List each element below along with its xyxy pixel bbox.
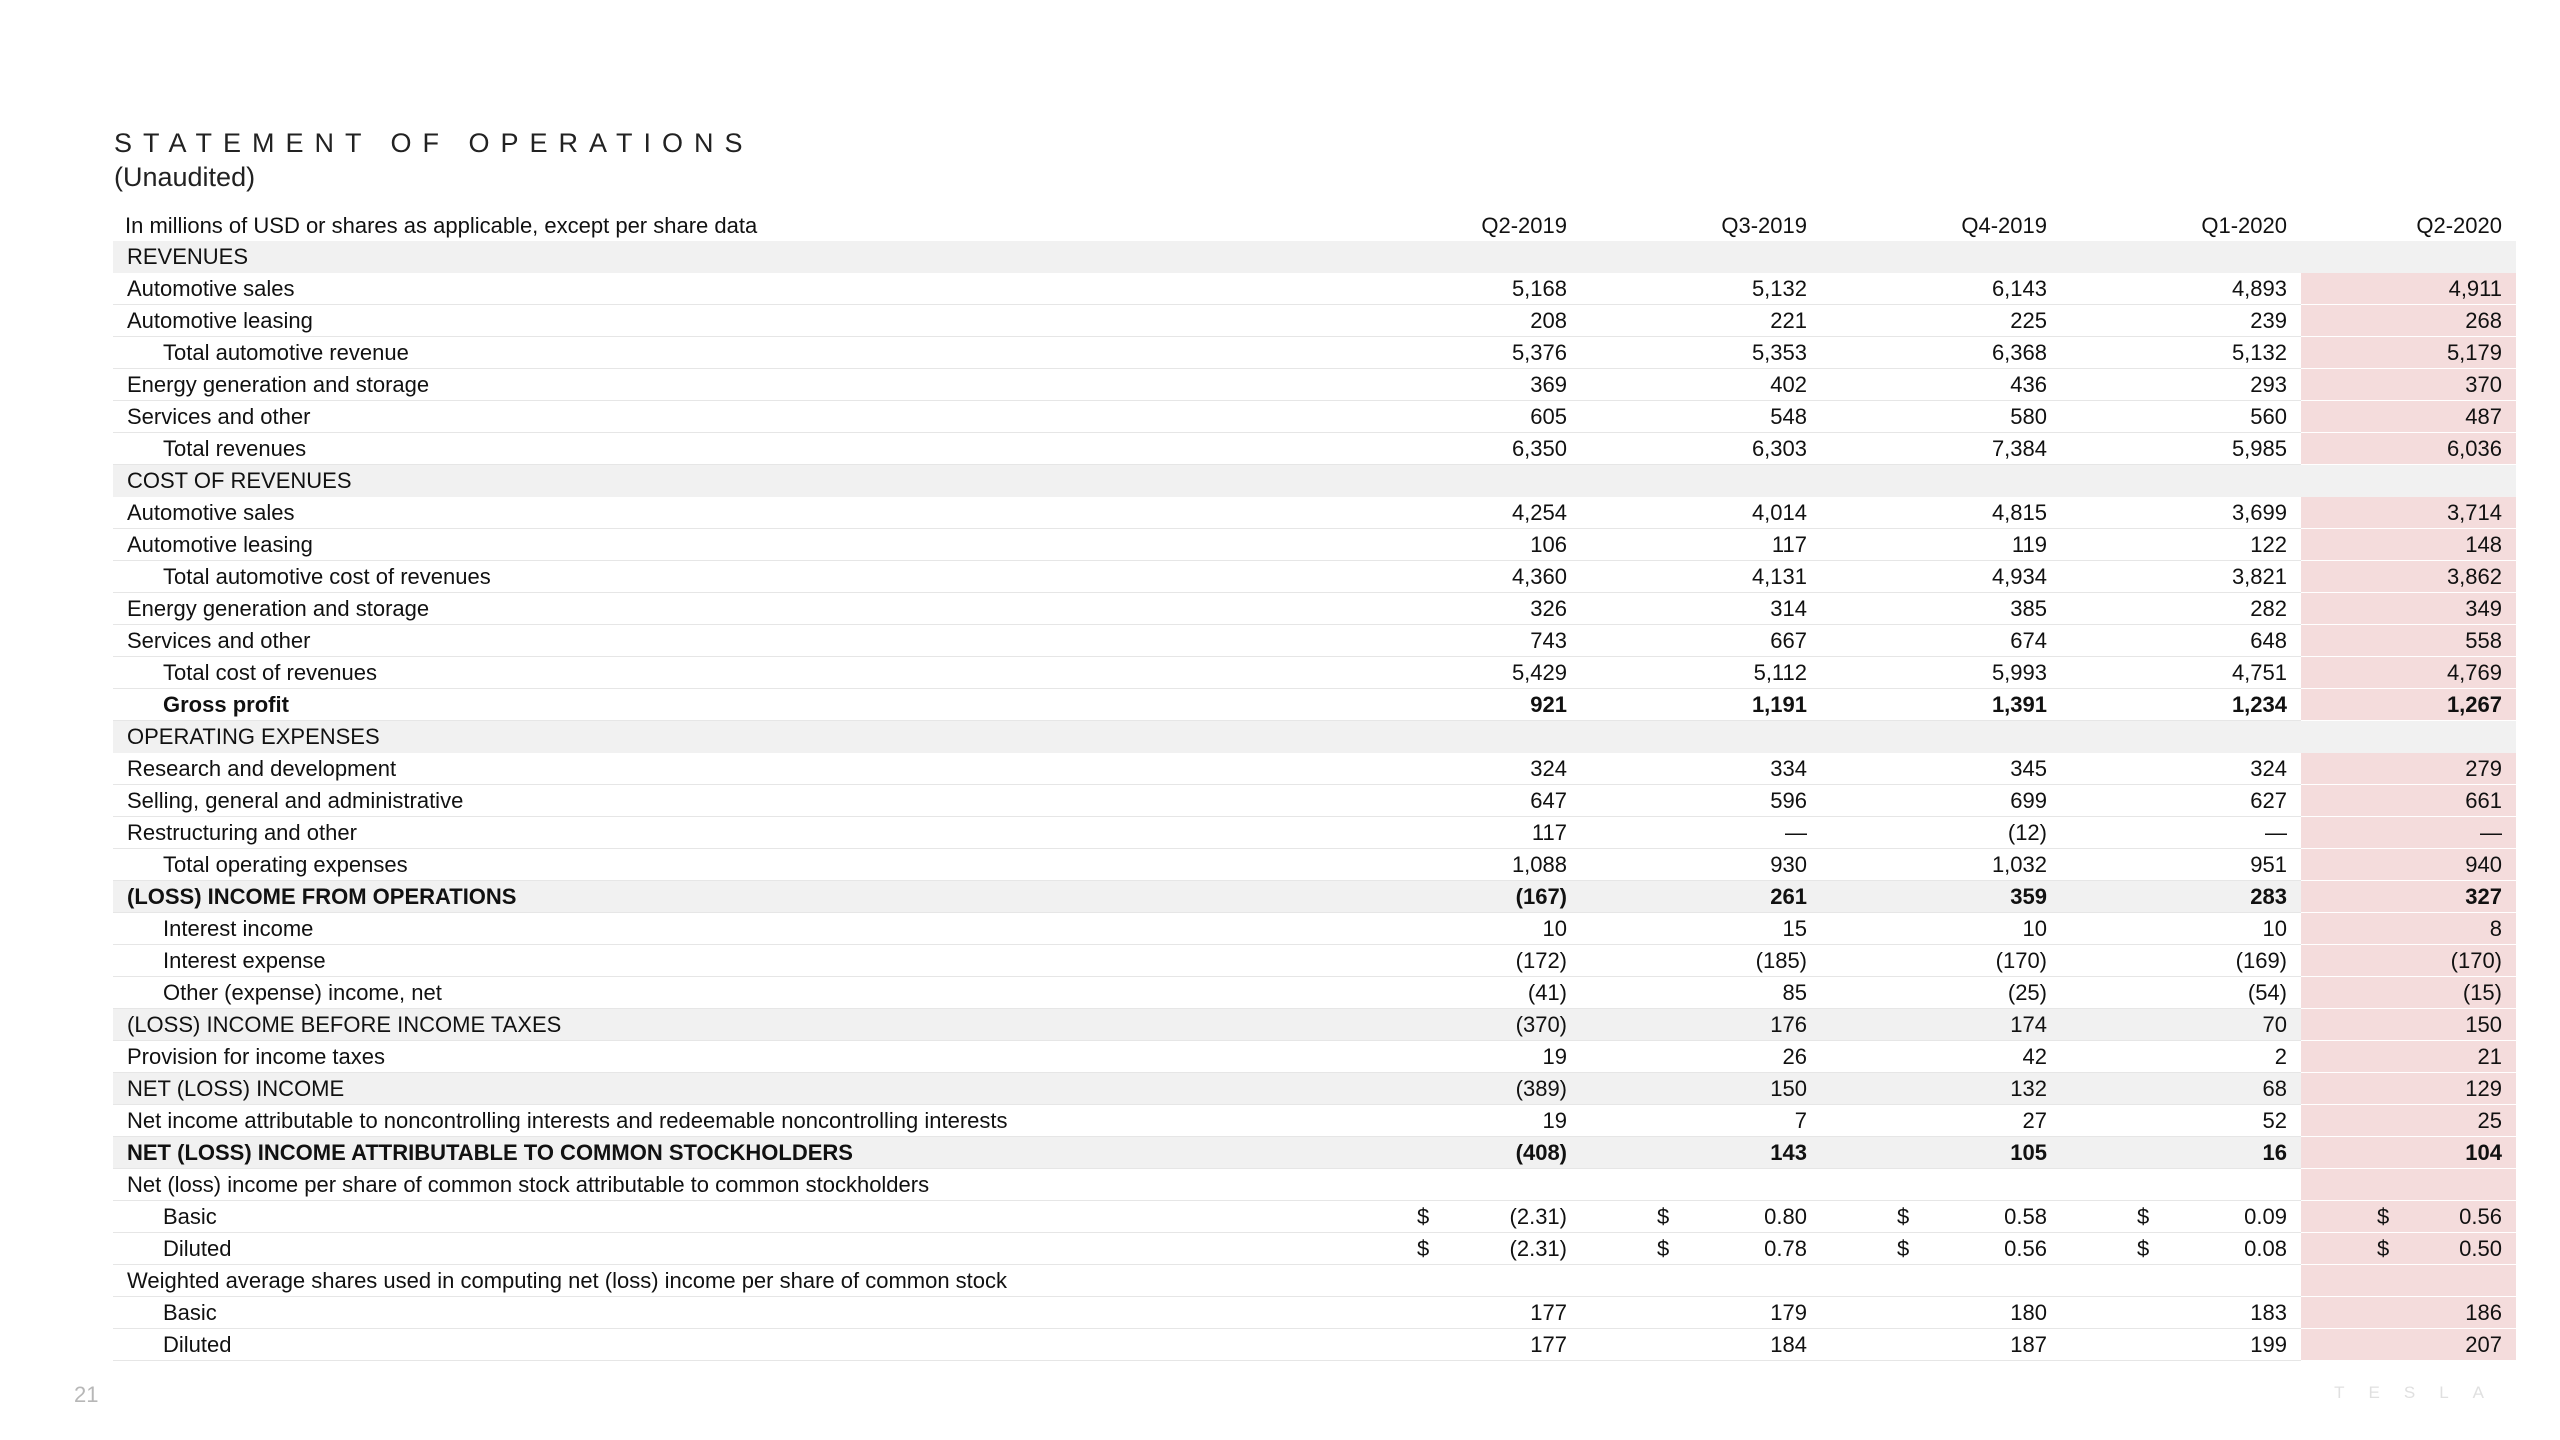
row-label: Energy generation and storage (113, 593, 1341, 625)
table-row (113, 817, 2516, 849)
value-cell: (389) (1341, 1073, 1581, 1105)
value-cell: 177 (1341, 1297, 1581, 1329)
value-cell: 324 (1341, 753, 1581, 785)
value-cell (1341, 1169, 1581, 1201)
value-cell: 19 (1341, 1105, 1581, 1137)
value-cell (2301, 241, 2516, 273)
value-cell: 85 (1581, 977, 1821, 1009)
value-cell: 3,714 (2301, 497, 2516, 529)
currency-symbol: $ (1417, 1236, 1430, 1261)
value-cell: 667 (1581, 625, 1821, 657)
value-cell: 349 (2301, 593, 2516, 625)
value-cell (1581, 465, 1821, 497)
value-cell (1341, 1265, 1581, 1297)
table-row (113, 1041, 2516, 1073)
value-cell (2061, 1169, 2301, 1201)
section-header-row (113, 721, 2516, 753)
table-row (113, 849, 2516, 881)
table-row (113, 785, 2516, 817)
table-row (113, 881, 2516, 913)
value-cell: 674 (1821, 625, 2061, 657)
value-cell: 5,168 (1341, 273, 1581, 305)
value-cell: 436 (1821, 369, 2061, 401)
value-cell (2301, 1265, 2516, 1297)
value-cell: 27 (1821, 1105, 2061, 1137)
value-cell: 1,088 (1341, 849, 1581, 881)
currency-symbol: $ (1657, 1204, 1670, 1229)
value-cell (1581, 721, 1821, 753)
value-cell (1581, 1265, 1821, 1297)
table-row (113, 273, 2516, 305)
value-cell: 580 (1821, 401, 2061, 433)
value-cell: 314 (1581, 593, 1821, 625)
per-share-value: 0.56 (2459, 1204, 2502, 1229)
value-cell: 5,376 (1341, 337, 1581, 369)
currency-symbol: $ (2377, 1236, 2390, 1261)
value-cell: 4,815 (1821, 497, 2061, 529)
value-cell: 5,179 (2301, 337, 2516, 369)
value-cell: 117 (1581, 529, 1821, 561)
value-cell: 42 (1821, 1041, 2061, 1073)
value-cell (1341, 241, 1581, 273)
value-cell: 179 (1581, 1297, 1821, 1329)
table-row (113, 433, 2516, 465)
table-row (113, 1297, 2516, 1329)
row-label: Energy generation and storage (113, 369, 1341, 401)
value-cell: 1,032 (1821, 849, 2061, 881)
currency-symbol: $ (1897, 1236, 1910, 1261)
value-cell: 105 (1821, 1137, 2061, 1169)
value-cell (1581, 1201, 1821, 1233)
row-label: (LOSS) INCOME BEFORE INCOME TAXES (113, 1009, 1341, 1041)
column-header-period: Q3-2019 (1721, 213, 1807, 238)
table-row (113, 1073, 2516, 1105)
table-body (113, 241, 2516, 1361)
value-cell: 596 (1581, 785, 1821, 817)
table-row (113, 1329, 2516, 1361)
value-cell: 104 (2301, 1137, 2516, 1169)
value-cell: 5,993 (1821, 657, 2061, 689)
value-cell: 548 (1581, 401, 1821, 433)
value-cell: 25 (2301, 1105, 2516, 1137)
value-cell: 186 (2301, 1297, 2516, 1329)
value-cell: 52 (2061, 1105, 2301, 1137)
value-cell: 4,254 (1341, 497, 1581, 529)
value-cell: 334 (1581, 753, 1821, 785)
value-cell: — (2301, 817, 2516, 849)
value-cell: 122 (2061, 529, 2301, 561)
row-label: Restructuring and other (113, 817, 1341, 849)
value-cell: 176 (1581, 1009, 1821, 1041)
value-cell: 119 (1821, 529, 2061, 561)
value-cell (1821, 1265, 2061, 1297)
value-cell: 5,429 (1341, 657, 1581, 689)
value-cell (1581, 1169, 1821, 1201)
table-row (113, 945, 2516, 977)
per-share-value: (2.31) (1509, 1204, 1567, 1229)
value-cell: 4,893 (2061, 273, 2301, 305)
value-cell (2061, 465, 2301, 497)
currency-symbol: $ (1417, 1204, 1430, 1229)
value-cell: 4,751 (2061, 657, 2301, 689)
per-share-value: 0.50 (2459, 1236, 2502, 1261)
row-label: OPERATING EXPENSES (113, 721, 1341, 753)
table-row (113, 529, 2516, 561)
row-label: Services and other (113, 401, 1341, 433)
table-row (113, 689, 2516, 721)
value-cell: 5,353 (1581, 337, 1821, 369)
per-share-value: 0.58 (2004, 1204, 2047, 1229)
row-label: Diluted (113, 1233, 1341, 1265)
value-cell: 7,384 (1821, 433, 2061, 465)
value-cell: 6,368 (1821, 337, 2061, 369)
value-cell: (169) (2061, 945, 2301, 977)
value-cell: 10 (1341, 913, 1581, 945)
per-share-value: 0.78 (1764, 1236, 1807, 1261)
value-cell: 627 (2061, 785, 2301, 817)
table-row (113, 977, 2516, 1009)
value-cell: 180 (1821, 1297, 2061, 1329)
value-cell: 183 (2061, 1297, 2301, 1329)
value-cell: (185) (1581, 945, 1821, 977)
value-cell: — (1581, 817, 1821, 849)
value-cell (1341, 721, 1581, 753)
currency-symbol: $ (1657, 1236, 1670, 1261)
table-row (113, 401, 2516, 433)
value-cell: 207 (2301, 1329, 2516, 1361)
brand-logo: TESLA (2334, 1383, 2508, 1402)
currency-symbol: $ (2137, 1204, 2150, 1229)
row-label: COST OF REVENUES (113, 465, 1341, 497)
row-label: Total automotive revenue (113, 337, 1341, 369)
table-row (113, 753, 2516, 785)
value-cell (2301, 465, 2516, 497)
value-cell: 117 (1341, 817, 1581, 849)
value-cell: 4,360 (1341, 561, 1581, 593)
value-cell: (170) (1821, 945, 2061, 977)
table-row (113, 305, 2516, 337)
value-cell: 184 (1581, 1329, 1821, 1361)
row-label: Net (loss) income per share of common stock attributable to common stockholders (113, 1169, 1341, 1201)
per-share-value: (2.31) (1509, 1236, 1567, 1261)
currency-symbol: $ (2377, 1204, 2390, 1229)
statement-of-operations-table (113, 211, 2516, 1361)
table-row (113, 1137, 2516, 1169)
row-label: Automotive sales (113, 273, 1341, 305)
table-row (113, 593, 2516, 625)
value-cell (2061, 1233, 2301, 1265)
row-label: Automotive leasing (113, 305, 1341, 337)
value-cell (2301, 1201, 2516, 1233)
row-label: Interest expense (113, 945, 1341, 977)
value-cell: 605 (1341, 401, 1581, 433)
table-row (113, 337, 2516, 369)
value-cell (2061, 1265, 2301, 1297)
value-cell: (25) (1821, 977, 2061, 1009)
value-cell: 16 (2061, 1137, 2301, 1169)
value-cell: 324 (2061, 753, 2301, 785)
per-share-value: 0.56 (2004, 1236, 2047, 1261)
value-cell (2301, 1169, 2516, 1201)
value-cell: 261 (1581, 881, 1821, 913)
value-cell: 5,132 (2061, 337, 2301, 369)
value-cell: (41) (1341, 977, 1581, 1009)
value-cell: 282 (2061, 593, 2301, 625)
row-label: Research and development (113, 753, 1341, 785)
row-label: Other (expense) income, net (113, 977, 1341, 1009)
value-cell: (172) (1341, 945, 1581, 977)
value-cell: 4,131 (1581, 561, 1821, 593)
value-cell (1341, 1201, 1581, 1233)
value-cell (1821, 465, 2061, 497)
value-cell: 6,036 (2301, 433, 2516, 465)
value-cell: 951 (2061, 849, 2301, 881)
per-share-value: 0.09 (2244, 1204, 2287, 1229)
value-cell: 699 (1821, 785, 2061, 817)
value-cell: (54) (2061, 977, 2301, 1009)
value-cell (2301, 721, 2516, 753)
value-cell: 279 (2301, 753, 2516, 785)
value-cell: 225 (1821, 305, 2061, 337)
row-label: Net income attributable to noncontrolling interests and redeemable noncontrolling interests (113, 1105, 1341, 1137)
column-header-period: Q1-2020 (2201, 213, 2287, 238)
row-label: Diluted (113, 1329, 1341, 1361)
row-label: Automotive leasing (113, 529, 1341, 561)
value-cell: 132 (1821, 1073, 2061, 1105)
value-cell: 648 (2061, 625, 2301, 657)
value-cell: 5,112 (1581, 657, 1821, 689)
value-cell: 19 (1341, 1041, 1581, 1073)
value-cell: (12) (1821, 817, 2061, 849)
row-label: NET (LOSS) INCOME ATTRIBUTABLE TO COMMON STOCKHOLDERS (113, 1137, 1341, 1169)
value-cell: 4,769 (2301, 657, 2516, 689)
value-cell: 21 (2301, 1041, 2516, 1073)
value-cell: 268 (2301, 305, 2516, 337)
value-cell: 370 (2301, 369, 2516, 401)
value-cell: 921 (1341, 689, 1581, 721)
value-cell: (408) (1341, 1137, 1581, 1169)
value-cell: 70 (2061, 1009, 2301, 1041)
value-cell: (15) (2301, 977, 2516, 1009)
row-label: Selling, general and administrative (113, 785, 1341, 817)
value-cell: 221 (1581, 305, 1821, 337)
value-cell (1821, 1233, 2061, 1265)
value-cell: 487 (2301, 401, 2516, 433)
row-label: Total operating expenses (113, 849, 1341, 881)
row-label: Automotive sales (113, 497, 1341, 529)
value-cell: 359 (1821, 881, 2061, 913)
per-share-value: 0.80 (1764, 1204, 1807, 1229)
value-cell: 560 (2061, 401, 2301, 433)
table-row (113, 913, 2516, 945)
table-row (113, 657, 2516, 689)
value-cell (1341, 1233, 1581, 1265)
value-cell: 558 (2301, 625, 2516, 657)
column-header-label: In millions of USD or shares as applicable, except per share data (125, 213, 758, 238)
page-number: 21 (74, 1382, 99, 1407)
row-label: Provision for income taxes (113, 1041, 1341, 1073)
table-row (113, 369, 2516, 401)
value-cell: 930 (1581, 849, 1821, 881)
row-label: Basic (113, 1297, 1341, 1329)
value-cell: 1,391 (1821, 689, 2061, 721)
value-cell: 345 (1821, 753, 2061, 785)
value-cell: 283 (2061, 881, 2301, 913)
value-cell: 199 (2061, 1329, 2301, 1361)
table-row (113, 561, 2516, 593)
value-cell: 177 (1341, 1329, 1581, 1361)
table-header-row (113, 211, 2516, 241)
value-cell: 3,862 (2301, 561, 2516, 593)
value-cell: (370) (1341, 1009, 1581, 1041)
value-cell (1821, 1169, 2061, 1201)
value-cell: 385 (1821, 593, 2061, 625)
value-cell: 10 (1821, 913, 2061, 945)
value-cell: 7 (1581, 1105, 1821, 1137)
value-cell: — (2061, 817, 2301, 849)
value-cell: 106 (1341, 529, 1581, 561)
table-row (113, 1201, 2516, 1233)
value-cell: 10 (2061, 913, 2301, 945)
value-cell: 129 (2301, 1073, 2516, 1105)
column-header-period: Q2-2020 (2416, 213, 2502, 238)
value-cell: 8 (2301, 913, 2516, 945)
value-cell (2061, 241, 2301, 273)
value-cell (2061, 1201, 2301, 1233)
value-cell: 4,934 (1821, 561, 2061, 593)
page-subtitle: (Unaudited) (114, 162, 256, 192)
row-label: Total revenues (113, 433, 1341, 465)
value-cell: 239 (2061, 305, 2301, 337)
value-cell: 15 (1581, 913, 1821, 945)
table-row (113, 625, 2516, 657)
value-cell: 3,699 (2061, 497, 2301, 529)
value-cell: 1,234 (2061, 689, 2301, 721)
row-label: Services and other (113, 625, 1341, 657)
value-cell: 143 (1581, 1137, 1821, 1169)
table-row (113, 1009, 2516, 1041)
value-cell: 150 (1581, 1073, 1821, 1105)
column-header-period: Q4-2019 (1961, 213, 2047, 238)
value-cell: 5,985 (2061, 433, 2301, 465)
value-cell (1581, 241, 1821, 273)
page-title: STATEMENT OF OPERATIONS (114, 128, 754, 158)
value-cell (1821, 1201, 2061, 1233)
value-cell (2301, 1233, 2516, 1265)
currency-symbol: $ (1897, 1204, 1910, 1229)
value-cell: 4,014 (1581, 497, 1821, 529)
value-cell: 3,821 (2061, 561, 2301, 593)
row-label: Interest income (113, 913, 1341, 945)
value-cell (2061, 721, 2301, 753)
table-row (113, 1265, 2516, 1297)
value-cell: 174 (1821, 1009, 2061, 1041)
row-label: Gross profit (113, 689, 1341, 721)
value-cell: 326 (1341, 593, 1581, 625)
value-cell (1581, 1233, 1821, 1265)
table-row (113, 497, 2516, 529)
per-share-value: 0.08 (2244, 1236, 2287, 1261)
table-row (113, 1233, 2516, 1265)
value-cell: 148 (2301, 529, 2516, 561)
row-label: Total automotive cost of revenues (113, 561, 1341, 593)
value-cell: 369 (1341, 369, 1581, 401)
table-row (113, 1105, 2516, 1137)
row-label: Basic (113, 1201, 1341, 1233)
value-cell: 1,191 (1581, 689, 1821, 721)
row-label: Total cost of revenues (113, 657, 1341, 689)
value-cell: 647 (1341, 785, 1581, 817)
table-row (113, 1169, 2516, 1201)
row-label: REVENUES (113, 241, 1341, 273)
currency-symbol: $ (2137, 1236, 2150, 1261)
value-cell: 402 (1581, 369, 1821, 401)
value-cell (1821, 721, 2061, 753)
row-label: Weighted average shares used in computing net (loss) income per share of common stock (113, 1265, 1341, 1297)
value-cell: 2 (2061, 1041, 2301, 1073)
value-cell: 5,132 (1581, 273, 1821, 305)
value-cell (1821, 241, 2061, 273)
value-cell: 940 (2301, 849, 2516, 881)
value-cell: 208 (1341, 305, 1581, 337)
row-label: NET (LOSS) INCOME (113, 1073, 1341, 1105)
value-cell: 6,350 (1341, 433, 1581, 465)
section-header-row (113, 465, 2516, 497)
column-header-period: Q2-2019 (1481, 213, 1567, 238)
value-cell: (170) (2301, 945, 2516, 977)
value-cell: 743 (1341, 625, 1581, 657)
row-label: (LOSS) INCOME FROM OPERATIONS (113, 881, 1341, 913)
value-cell: 187 (1821, 1329, 2061, 1361)
value-cell: 293 (2061, 369, 2301, 401)
value-cell: 6,303 (1581, 433, 1821, 465)
value-cell: 4,911 (2301, 273, 2516, 305)
value-cell: 68 (2061, 1073, 2301, 1105)
value-cell: 6,143 (1821, 273, 2061, 305)
value-cell: 150 (2301, 1009, 2516, 1041)
section-header-row (113, 241, 2516, 273)
value-cell (1341, 465, 1581, 497)
value-cell: 327 (2301, 881, 2516, 913)
value-cell: 26 (1581, 1041, 1821, 1073)
value-cell: 661 (2301, 785, 2516, 817)
value-cell: 1,267 (2301, 689, 2516, 721)
value-cell: (167) (1341, 881, 1581, 913)
